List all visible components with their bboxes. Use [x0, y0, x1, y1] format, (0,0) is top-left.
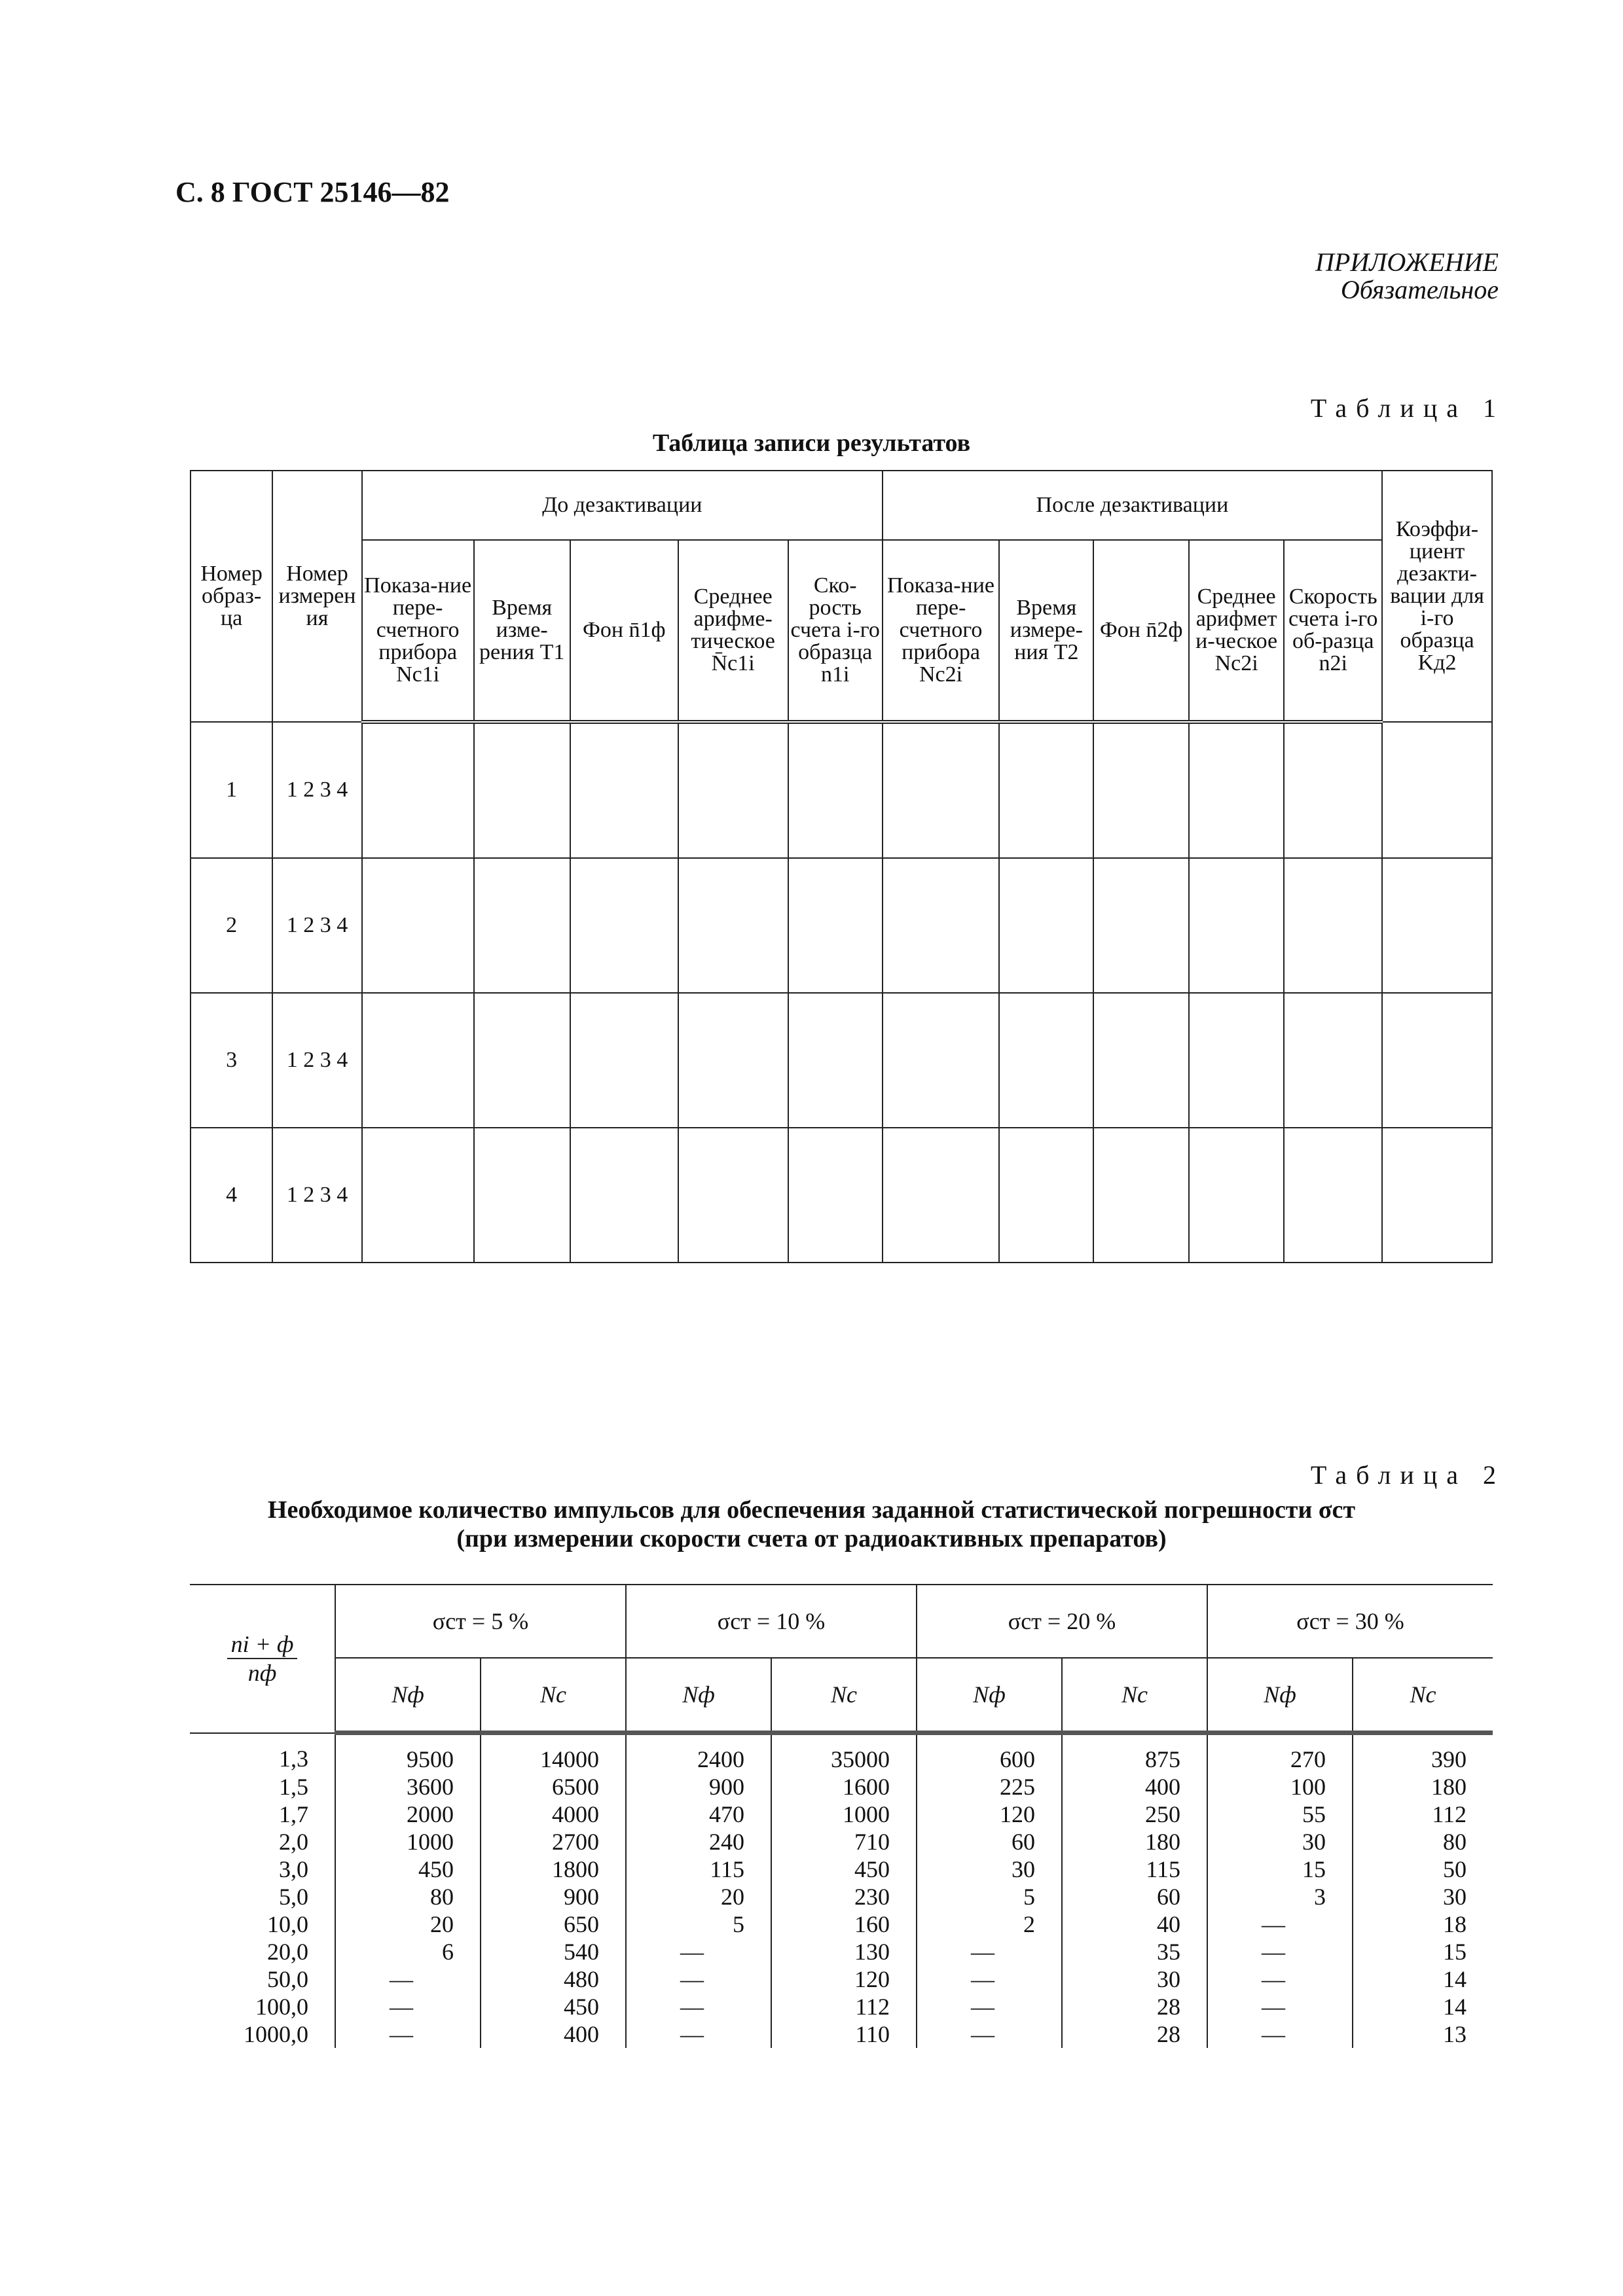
table-cell: 60 [917, 1828, 1062, 1856]
group-header-20: σст = 20 % [917, 1585, 1207, 1658]
header-before-background: Фон n̄1ф [570, 540, 678, 722]
sample-number: 2 [191, 858, 272, 993]
group-header-10: σст = 10 % [626, 1585, 917, 1658]
subheader-nf: Nф [626, 1658, 771, 1733]
table-cell: 6 [335, 1938, 481, 1965]
table-cell: 28 [1062, 2020, 1207, 2048]
table-row [190, 1856, 1493, 1883]
measurement-numbers: 1 2 3 4 [272, 993, 362, 1128]
table-cell: — [1207, 1910, 1353, 1938]
header-coefficient: Коэффи-циент дезакти-вации для i-го образца Kд2 [1382, 471, 1492, 722]
table-cell: 50 [1353, 1856, 1493, 1883]
table-cell: 650 [481, 1910, 626, 1938]
table-cell: 230 [771, 1883, 917, 1910]
table-cell: — [1207, 1938, 1353, 1965]
ratio-value: 10,0 [190, 1910, 335, 1938]
table-cell: 180 [1062, 1828, 1207, 1856]
table-row [190, 1910, 1493, 1938]
measurement-numbers: 1 2 3 4 [272, 858, 362, 993]
table-cell: 250 [1062, 1801, 1207, 1828]
sample-number: 1 [191, 722, 272, 858]
table-row [190, 1938, 1493, 1965]
ratio-value: 20,0 [190, 1938, 335, 1965]
table-cell: — [1207, 2020, 1353, 2048]
header-after-counter: Показа-ние пере-счетного прибора Nс2i [883, 540, 1000, 722]
table-cell: 225 [917, 1773, 1062, 1801]
subheader-nc: Nс [771, 1658, 917, 1733]
table-cell: 20 [626, 1883, 771, 1910]
header-after-rate: Скорость счета i-го об-разца n2i [1284, 540, 1382, 722]
table-cell: 2700 [481, 1828, 626, 1856]
header-measurement-number: Номер измерен ия [272, 471, 362, 722]
table-cell: 450 [481, 1993, 626, 2020]
table-cell: 20 [335, 1910, 481, 1938]
table1-label: Таблица 1 [1310, 393, 1505, 423]
table-cell: 1000 [771, 1801, 917, 1828]
table-cell: 3600 [335, 1773, 481, 1801]
appendix-subtitle: Обязательное [1340, 275, 1499, 304]
header-after-time: Время измере-ния T2 [999, 540, 1093, 722]
table-cell: 35000 [771, 1733, 917, 1774]
measurement-numbers: 1 2 3 4 [272, 1128, 362, 1263]
table-row [190, 1773, 1493, 1801]
table-row [191, 1128, 1492, 1263]
table-cell: 1800 [481, 1856, 626, 1883]
table-cell: 35 [1062, 1938, 1207, 1965]
table2-title-line2: (при измерении скорости счета от радиоактивных препаратов) [456, 1525, 1167, 1552]
table-cell: 30 [1353, 1883, 1493, 1910]
table-cell: 180 [1353, 1773, 1493, 1801]
subheader-nf: Nф [335, 1658, 481, 1733]
group-header-30: σст = 30 % [1207, 1585, 1493, 1658]
table-cell: — [626, 1938, 771, 1965]
table-cell: 710 [771, 1828, 917, 1856]
table-row [190, 1965, 1493, 1993]
table-cell: 450 [771, 1856, 917, 1883]
ratio-value: 1,7 [190, 1801, 335, 1828]
pulse-count-table [190, 1584, 1493, 2048]
appendix-block [1315, 249, 1499, 304]
table-cell: — [626, 2020, 771, 2048]
header-sample-number: Номер образ-ца [191, 471, 272, 722]
table-row [190, 1883, 1493, 1910]
table-cell: 18 [1353, 1910, 1493, 1938]
table-cell: 270 [1207, 1733, 1353, 1774]
table-cell: 5 [626, 1910, 771, 1938]
ratio-value: 2,0 [190, 1828, 335, 1856]
header-before-counter: Показа-ние пере-счетного прибора Nс1i [362, 540, 474, 722]
table-cell: 480 [481, 1965, 626, 1993]
table-cell: 2400 [626, 1733, 771, 1774]
table-cell: 14 [1353, 1993, 1493, 2020]
table-cell: 160 [771, 1910, 917, 1938]
table-cell: 450 [335, 1856, 481, 1883]
measurement-numbers: 1 2 3 4 [272, 722, 362, 858]
table-row [190, 2020, 1493, 2048]
ratio-value: 1,5 [190, 1773, 335, 1801]
ratio-numerator: ni + ф [227, 1630, 298, 1659]
appendix-title: ПРИЛОЖЕНИЕ [1315, 247, 1499, 277]
header-before-mean: Среднее арифме-тическое N̄с1i [678, 540, 788, 722]
table1-title: Таблица записи результатов [652, 429, 971, 457]
table-cell: 900 [481, 1883, 626, 1910]
table-cell: — [626, 1965, 771, 1993]
table-cell: 14000 [481, 1733, 626, 1774]
table-cell: 60 [1062, 1883, 1207, 1910]
table-cell: — [335, 1993, 481, 2020]
page-header: С. 8 ГОСТ 25146—82 [175, 176, 450, 208]
header-after-group: После дезактивации [883, 471, 1382, 540]
results-table [190, 470, 1493, 1263]
table-cell: — [917, 1965, 1062, 1993]
header-after-background: Фон n̄2ф [1093, 540, 1188, 722]
table-row [191, 993, 1492, 1128]
table-cell: 1000 [335, 1828, 481, 1856]
table-cell: 400 [481, 2020, 626, 2048]
table-cell: 3 [1207, 1883, 1353, 1910]
table-cell: 4000 [481, 1801, 626, 1828]
table-cell: 112 [1353, 1801, 1493, 1828]
header-before-time: Время изме-рения T1 [474, 540, 570, 722]
table-row [191, 858, 1492, 993]
table-cell: — [335, 1965, 481, 1993]
table-row [190, 1993, 1493, 2020]
ratio-value: 3,0 [190, 1856, 335, 1883]
table-cell: 900 [626, 1773, 771, 1801]
table-cell: 15 [1207, 1856, 1353, 1883]
table-cell: 14 [1353, 1965, 1493, 1993]
table-cell: 240 [626, 1828, 771, 1856]
table-cell: 30 [1207, 1828, 1353, 1856]
sample-number: 4 [191, 1128, 272, 1263]
table-cell: 5 [917, 1883, 1062, 1910]
table-row [190, 1801, 1493, 1828]
table-cell: 400 [1062, 1773, 1207, 1801]
ratio-denominator: nф [247, 1660, 277, 1687]
ratio-value: 50,0 [190, 1965, 335, 1993]
table-cell: — [1207, 1965, 1353, 1993]
ratio-value: 100,0 [190, 1993, 335, 2020]
subheader-nf: Nф [917, 1658, 1062, 1733]
table-cell: 112 [771, 1993, 917, 2020]
table-cell: 28 [1062, 1993, 1207, 2020]
table-cell: — [1207, 1993, 1353, 2020]
table-cell: 40 [1062, 1910, 1207, 1938]
table-cell: 120 [771, 1965, 917, 1993]
header-before-group: До дезактивации [362, 471, 883, 540]
table-cell: 130 [771, 1938, 917, 1965]
sample-number: 3 [191, 993, 272, 1128]
table-cell: 2000 [335, 1801, 481, 1828]
table-cell: 120 [917, 1801, 1062, 1828]
table-cell: 55 [1207, 1801, 1353, 1828]
table-cell: 110 [771, 2020, 917, 2048]
table-cell: 15 [1353, 1938, 1493, 1965]
table-cell: — [335, 2020, 481, 2048]
table-cell: — [917, 1993, 1062, 2020]
table-cell: 115 [626, 1856, 771, 1883]
ratio-value: 1,3 [190, 1733, 335, 1774]
table-cell: 540 [481, 1938, 626, 1965]
table-cell: 1600 [771, 1773, 917, 1801]
subheader-nc: Nс [1353, 1658, 1493, 1733]
table-cell: — [626, 1993, 771, 2020]
table-cell: 100 [1207, 1773, 1353, 1801]
table-cell: 30 [1062, 1965, 1207, 1993]
ratio-header [190, 1585, 335, 1733]
ratio-value: 1000,0 [190, 2020, 335, 2048]
table-cell: 30 [917, 1856, 1062, 1883]
table-cell: 9500 [335, 1733, 481, 1774]
table-cell: 600 [917, 1733, 1062, 1774]
table-cell: 80 [335, 1883, 481, 1910]
table-cell: 80 [1353, 1828, 1493, 1856]
table2-label: Таблица 2 [1310, 1460, 1505, 1490]
table-cell: 2 [917, 1910, 1062, 1938]
table-row [190, 1733, 1493, 1774]
table-cell: — [917, 2020, 1062, 2048]
table-cell: 470 [626, 1801, 771, 1828]
header-after-mean: Среднее арифмет и-ческое Nс2i [1189, 540, 1284, 722]
pulse-table-body [190, 1733, 1493, 2049]
table-row [191, 722, 1492, 858]
table2-title [0, 1496, 1623, 1553]
table-cell: 875 [1062, 1733, 1207, 1774]
table-cell: 6500 [481, 1773, 626, 1801]
table-cell: 115 [1062, 1856, 1207, 1883]
group-header-5: σст = 5 % [335, 1585, 626, 1658]
table-cell: — [917, 1938, 1062, 1965]
subheader-nc: Nс [481, 1658, 626, 1733]
table-cell: 390 [1353, 1733, 1493, 1774]
ratio-value: 5,0 [190, 1883, 335, 1910]
table2-title-line1: Необходимое количество импульсов для обеспечения заданной статистической погрешности σст [267, 1496, 1356, 1524]
table-row [190, 1828, 1493, 1856]
subheader-nf: Nф [1207, 1658, 1353, 1733]
header-before-rate: Ско-рость счета i-го образца n1i [788, 540, 883, 722]
subheader-nc: Nс [1062, 1658, 1207, 1733]
table-cell: 13 [1353, 2020, 1493, 2048]
